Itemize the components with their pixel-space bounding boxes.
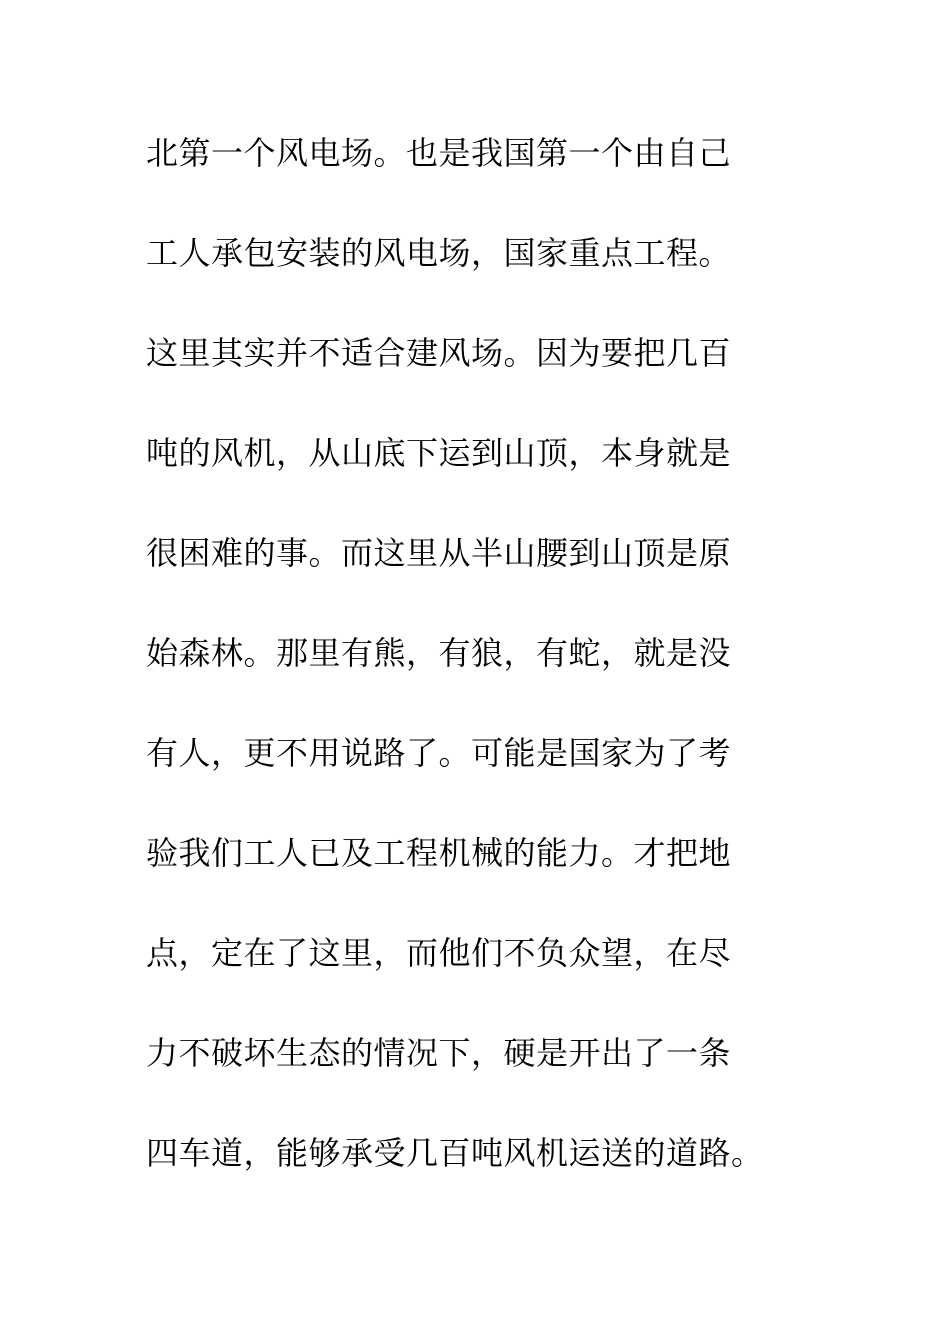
text-line-11: 四车道，能够承受几百吨风机运送的道路。 bbox=[146, 1134, 764, 1172]
text-line-9: 点，定在了这里，而他们不负众望，在尽 bbox=[146, 934, 732, 972]
text-line-3: 这里其实并不适合建风场。因为要把几百 bbox=[146, 334, 732, 372]
text-line-8: 验我们工人已及工程机械的能力。才把地 bbox=[146, 834, 732, 872]
text-line-10: 力不破坏生态的情况下，硬是开出了一条 bbox=[146, 1034, 732, 1072]
text-line-7: 有人，更不用说路了。可能是国家为了考 bbox=[146, 734, 732, 772]
body-text bbox=[146, 128, 846, 1228]
text-line-1: 北第一个风电场。也是我国第一个由自己 bbox=[146, 134, 732, 172]
text-line-6: 始森林。那里有熊，有狼，有蛇，就是没 bbox=[146, 634, 732, 672]
text-line-2: 工人承包安装的风电场，国家重点工程。 bbox=[146, 234, 732, 272]
text-line-4: 吨的风机，从山底下运到山顶，本身就是 bbox=[146, 434, 732, 472]
text-line-5: 很困难的事。而这里从半山腰到山顶是原 bbox=[146, 534, 732, 572]
